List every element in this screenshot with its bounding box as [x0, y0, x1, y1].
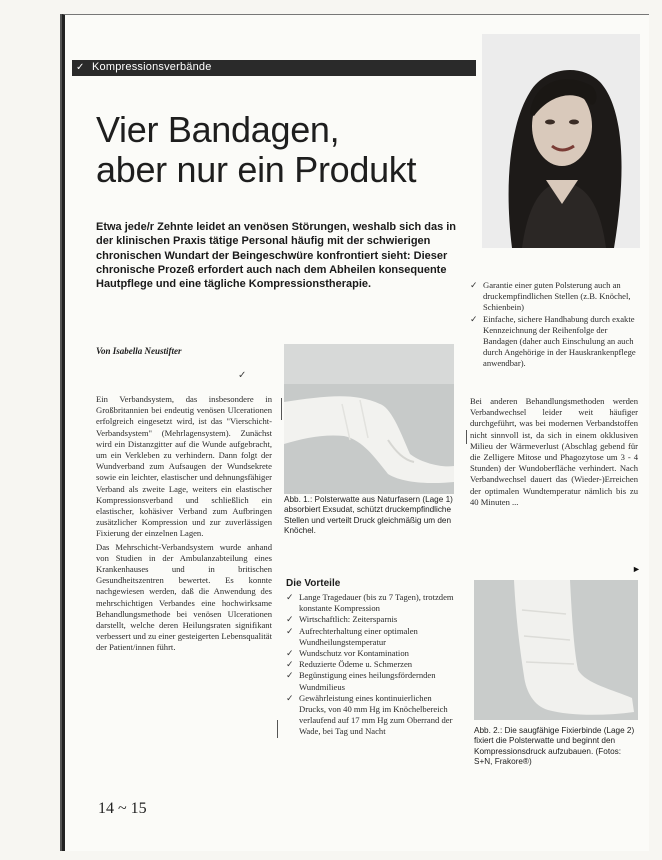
list-item-text: Wirtschaftlich: Zeitersparnis	[299, 614, 398, 625]
bandaged-foot-image	[474, 580, 638, 720]
check-icon: ✓	[286, 648, 294, 659]
page-number: 14 ~ 15	[98, 800, 147, 817]
list-item-text: Lange Tragedauer (bis zu 7 Tagen), trotzdem konstante Kompression	[299, 592, 454, 614]
left-paragraph-2: Das Mehrschicht-Verbandsystem wurde anhand von Studien in der Ambulanzabteilung eines Krankenhauses und in britischen Gesundheitszentren bewertet. Es konnte nachgewiesen werden, daß die Anwendung des mehrschichtigen Verbandes eine hochwirksame Behandlungsmethode bei venösen Ulcerationen darstellt, welche deren Heilungsraten signifikant verbessert und zu einer gesteigerten Lebensqualität der Patient/innen führt.	[96, 541, 272, 653]
list-item-text: Aufrechterhaltung einer optimalen Wundheilungstemperatur	[299, 625, 418, 647]
headline-line-1: Vier Bandagen,	[96, 109, 340, 150]
list-item	[470, 280, 638, 314]
list-item	[286, 693, 456, 738]
portrait-photo	[482, 34, 640, 248]
author-portrait	[482, 34, 640, 248]
list-item	[286, 614, 456, 625]
lead-paragraph: Etwa jede/r Zehnte leidet an venösen Störungen, weshalb sich das in der klinischen Praxis tätige Personal häufig mit der schwierigen chronischen Wundart der Beingeschwüre konfrontiert sieht: Dieser chronische Prozeß erfordert auch nach dem Abheilen konsequente Hautpflege und eine tägliche Kompressionstherapie.	[96, 221, 457, 291]
list-item-text: Garantie einer guten Polsterung auch an druckempfindlichen Stellen (z.B. Knöchel, Schienbein)	[483, 280, 631, 313]
column-divider	[281, 398, 282, 420]
check-icon: ✓	[286, 692, 294, 703]
right-column	[470, 396, 638, 576]
list-item-text: Wundschutz vor Kontamination	[299, 648, 409, 659]
figure-1-caption: Abb. 1.: Polsterwatte aus Naturfasern (Lage 1) absorbiert Exsudat, schützt druckempfindliche Stellen und verteilt Druck gleichmäßig um den Knöchel.	[284, 495, 453, 536]
section-bar	[72, 60, 476, 76]
column-divider	[277, 720, 278, 738]
bandaged-leg-image	[284, 344, 454, 494]
check-icon: ✓	[286, 625, 294, 636]
left-paragraph-1: Ein Verbandsystem, das insbesondere in Großbritannien bei endeutig venösen Ulcerationen erfolgreich eingesetzt wird, ist das "Vierschicht-Verbandsystem" (Mehrlagensystem). Zunächst wird ein Distanzgitter auf die Wunde aufgebracht, um ein Verkleben zu verhindern. Dann folgt der Wundverband zum Aufsaugen der Wundsekrete sowie ein leichter, elastischer und dehnungsfähiger Verband als zweite Lage, weiters ein elastischer Kompressionsverband und schließlich ein elastischer, kohäsiver Verband zum Aufbringen zusätzlicher Kompression und zur zuverlässigen Fixierung der einzelnen Lagen.	[96, 394, 272, 539]
right-paragraph: Bei anderen Behandlungsmethoden werden Verbandwechsel leider weit häufiger durchgeführt, was bei modernen Verbandstoffen nicht sinnvoll ist, da sich in einem okklusiven Milieu der Wärmeverlust (Abschlag gebend für die Zelligere Mitose und Phagozytose um 3 - 4 Stunden) der Wundoberfläche verhindert. Nach Verbandwechsel dauert das (Wieder-)Erreichen der optimalen Wundtemperatur nämlich bis zu 40 Minuten ...	[470, 396, 638, 507]
list-item-text: Gewährleistung eines kontinuierlichen Drucks, von 40 mm Hg im Knöchelbereich verlaufend auf 17 mm Hg zum Oberrand der Wade, bei Tag und Nacht	[299, 692, 453, 737]
benefits-heading: Die Vorteile	[286, 578, 341, 589]
list-item	[286, 648, 456, 659]
list-item	[286, 659, 456, 670]
figure-2-caption	[474, 726, 640, 768]
left-column	[96, 394, 272, 778]
list-item-text: Einfache, sichere Handhabung durch exakte Kennzeichnung der Reihenfolge der Bandagen (daher auch Einschulung an auch durch Angehörige in der Hauskrankenpflege anwendbar).	[483, 313, 636, 369]
section-tick-icon: ✓	[76, 62, 85, 73]
list-item-text: Begünstigung eines heilungsfördernden Wundmilieus	[299, 670, 436, 692]
check-icon: ✓	[470, 280, 478, 290]
photo-credit: (Fotos: S+N, Frakore®)	[474, 746, 622, 767]
list-item-text: Reduzierte Ödeme u. Schmerzen	[299, 659, 413, 670]
figure-2-caption-text: Abb. 2.: Die saugfähige Fixierbinde (Lage 2) fixiert die Polsterwatte und beginnt den Kompressionsdruck aufzubauen.	[474, 726, 635, 756]
list-item	[470, 314, 638, 370]
figure-2-photo	[474, 580, 638, 720]
features-list	[470, 280, 638, 370]
list-item	[286, 670, 456, 692]
column-divider	[466, 430, 467, 444]
headline-line-2: aber nur ein Produkt	[96, 149, 417, 190]
check-icon: ✓	[286, 592, 294, 602]
author-byline: Von Isabella Neustifter	[96, 346, 182, 356]
check-icon: ✓	[286, 659, 294, 670]
check-icon: ✓	[286, 614, 294, 625]
list-item	[286, 592, 456, 614]
tick-mark-icon: ✓	[238, 370, 247, 381]
check-icon: ✓	[470, 313, 478, 324]
benefits-list	[286, 592, 456, 738]
headline	[96, 110, 476, 190]
list-item	[286, 626, 456, 648]
section-label: Kompressionsverbände	[92, 61, 212, 73]
check-icon: ✓	[286, 670, 294, 681]
figure-1-photo	[284, 344, 454, 494]
continue-arrow-icon: ►	[632, 564, 641, 574]
